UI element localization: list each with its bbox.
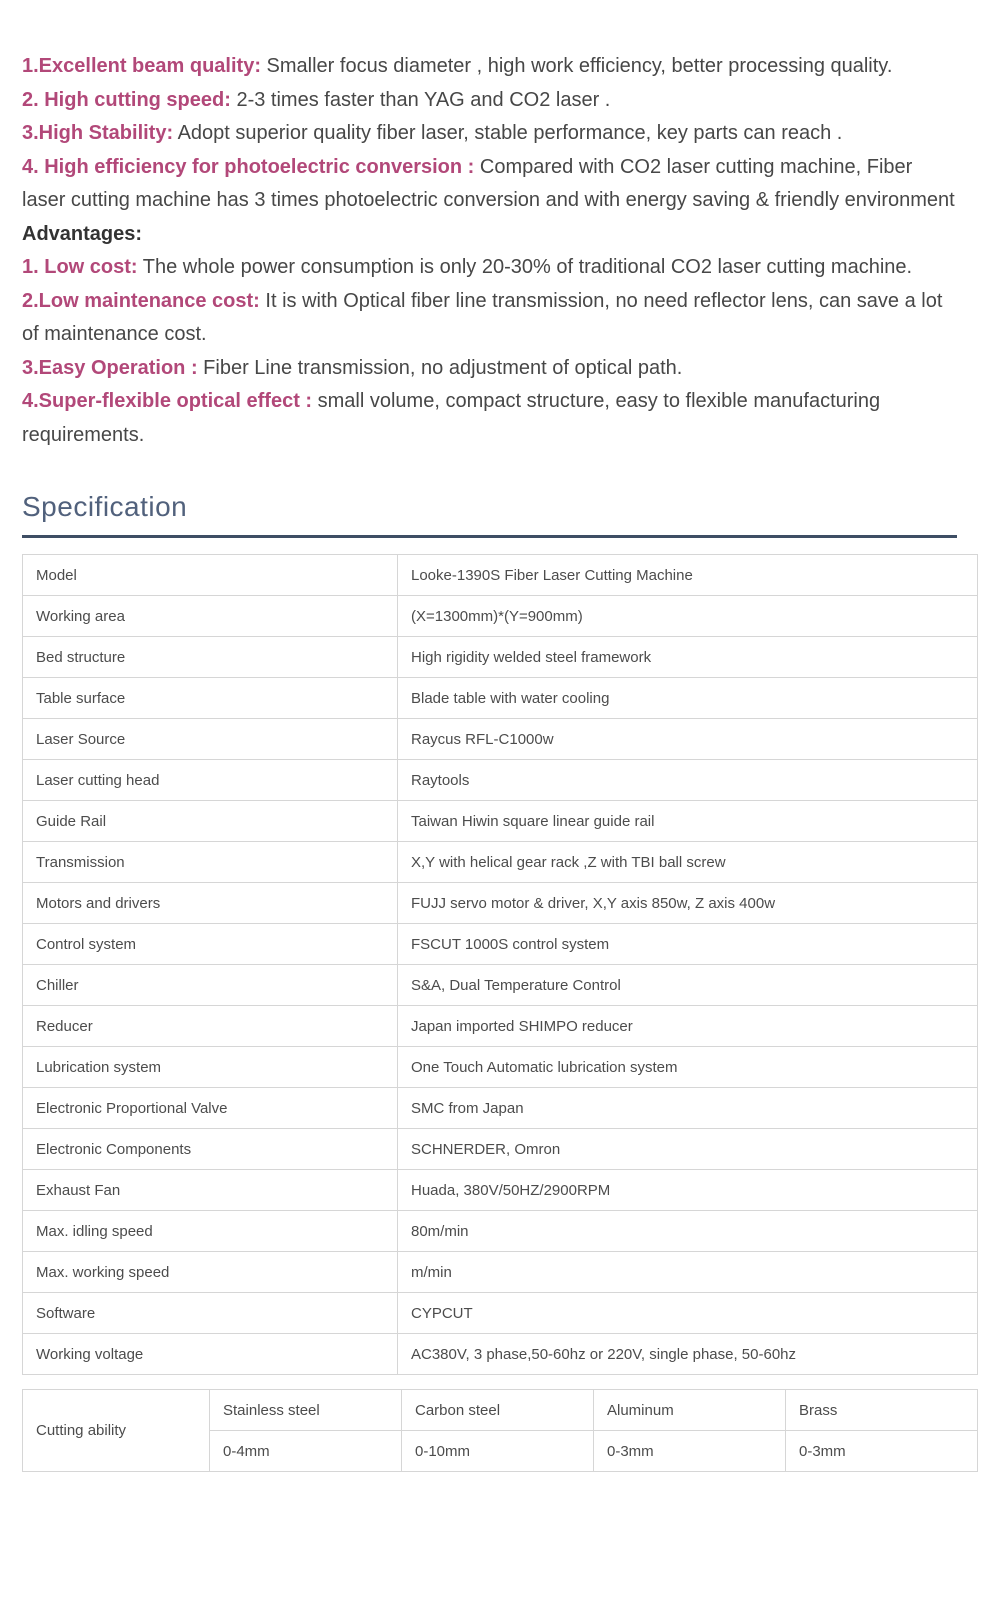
spec-row-label: Working voltage bbox=[23, 1334, 398, 1375]
table-row bbox=[23, 801, 978, 842]
advantage-label: 1. Low cost: bbox=[22, 256, 138, 278]
material-value: 0-4mm bbox=[210, 1431, 402, 1472]
table-row bbox=[23, 1334, 978, 1375]
advantage-label: 2.Low maintenance cost: bbox=[22, 289, 260, 312]
spec-row-value: S&A, Dual Temperature Control bbox=[398, 965, 978, 1006]
feature-item bbox=[22, 84, 957, 118]
table-row bbox=[23, 1293, 978, 1334]
section-divider bbox=[22, 535, 957, 538]
table-row bbox=[23, 1170, 978, 1211]
advantage-text: Fiber Line transmission, no adjustment of optical path. bbox=[197, 356, 683, 379]
table-row bbox=[23, 883, 978, 924]
advantage-text: The whole power consumption is only 20-30% of traditional CO2 laser cutting machine. bbox=[137, 256, 913, 278]
advantage-item bbox=[22, 251, 957, 285]
material-value: 0-3mm bbox=[786, 1431, 978, 1472]
feature-text: 2-3 times faster than YAG and CO2 laser . bbox=[230, 88, 611, 111]
table-row bbox=[23, 1006, 978, 1047]
spec-row-value: One Touch Automatic lubrication system bbox=[398, 1047, 978, 1088]
feature-label: 3.High Stability: bbox=[22, 122, 174, 144]
advantage-item bbox=[22, 352, 957, 386]
feature-text: Compared with CO2 laser cutting machine, Fiber laser cutting machine has 3 times photoelectric conversion and with energy saving & friendly environment bbox=[22, 155, 955, 211]
spec-row-label: Exhaust Fan bbox=[23, 1170, 398, 1211]
specification-table bbox=[22, 554, 978, 1375]
spec-row-value: Raycus RFL-C1000w bbox=[398, 719, 978, 760]
material-value: 0-10mm bbox=[402, 1431, 594, 1472]
table-row bbox=[23, 842, 978, 883]
advantages-heading: Advantages: bbox=[22, 222, 143, 245]
spec-row-value: Blade table with water cooling bbox=[398, 678, 978, 719]
material-value: 0-3mm bbox=[594, 1431, 786, 1472]
spec-row-label: Electronic Proportional Valve bbox=[23, 1088, 398, 1129]
advantage-text: It is with Optical fiber line transmission, no need reflector lens, can save a lot of maintenance cost. bbox=[22, 289, 943, 345]
spec-row-label: Max. idling speed bbox=[23, 1211, 398, 1252]
spec-row-label: Lubrication system bbox=[23, 1047, 398, 1088]
feature-item bbox=[22, 50, 957, 84]
spec-row-label: Transmission bbox=[23, 842, 398, 883]
material-header: Aluminum bbox=[594, 1390, 786, 1431]
spec-row-label: Max. working speed bbox=[23, 1252, 398, 1293]
spec-row-label: Motors and drivers bbox=[23, 883, 398, 924]
table-row bbox=[23, 760, 978, 801]
spec-row-value: FUJJ servo motor & driver, X,Y axis 850w, Z axis 400w bbox=[398, 883, 978, 924]
spec-row-value: Raytools bbox=[398, 760, 978, 801]
table-row bbox=[23, 1252, 978, 1293]
spec-row-value: High rigidity welded steel framework bbox=[398, 637, 978, 678]
advantage-item bbox=[22, 285, 957, 352]
table-row bbox=[23, 678, 978, 719]
feature-label: 1.Excellent beam quality: bbox=[22, 55, 261, 77]
advantage-label: 3.Easy Operation : bbox=[22, 356, 198, 379]
spec-row-value: FSCUT 1000S control system bbox=[398, 924, 978, 965]
spec-row-value: SCHNERDER, Omron bbox=[398, 1129, 978, 1170]
feature-label: 2. High cutting speed: bbox=[22, 88, 231, 111]
spec-row-label: Reducer bbox=[23, 1006, 398, 1047]
feature-text: Adopt superior quality fiber laser, stable performance, key parts can reach . bbox=[173, 122, 843, 144]
table-row bbox=[23, 719, 978, 760]
advantage-text: small volume, compact structure, easy to flexible manufacturing requirements. bbox=[22, 390, 881, 446]
table-row bbox=[23, 637, 978, 678]
spec-row-label: Bed structure bbox=[23, 637, 398, 678]
table-row bbox=[23, 1211, 978, 1252]
table-row bbox=[23, 555, 978, 596]
feature-item bbox=[22, 151, 957, 218]
specification-heading: Specification bbox=[22, 491, 188, 522]
spec-row-value: m/min bbox=[398, 1252, 978, 1293]
feature-label: 4. High efficiency for photoelectric conversion : bbox=[22, 155, 475, 178]
table-row bbox=[23, 1129, 978, 1170]
table-row bbox=[23, 924, 978, 965]
spec-row-value: Japan imported SHIMPO reducer bbox=[398, 1006, 978, 1047]
material-header: Carbon steel bbox=[402, 1390, 594, 1431]
cutting-ability-table bbox=[22, 1389, 978, 1472]
spec-row-label: Model bbox=[23, 555, 398, 596]
table-row bbox=[23, 1088, 978, 1129]
table-row bbox=[23, 596, 978, 637]
spec-row-label: Laser cutting head bbox=[23, 760, 398, 801]
material-header: Stainless steel bbox=[210, 1390, 402, 1431]
spec-row-value: Looke-1390S Fiber Laser Cutting Machine bbox=[398, 555, 978, 596]
material-header: Brass bbox=[786, 1390, 978, 1431]
spec-row-label: Table surface bbox=[23, 678, 398, 719]
table-row bbox=[23, 1047, 978, 1088]
spec-row-value: X,Y with helical gear rack ,Z with TBI ball screw bbox=[398, 842, 978, 883]
spec-row-value: SMC from Japan bbox=[398, 1088, 978, 1129]
spec-row-value: Taiwan Hiwin square linear guide rail bbox=[398, 801, 978, 842]
spec-row-value: CYPCUT bbox=[398, 1293, 978, 1334]
advantage-item bbox=[22, 385, 957, 452]
spec-row-value: AC380V, 3 phase,50-60hz or 220V, single phase, 50-60hz bbox=[398, 1334, 978, 1375]
cutting-ability-label: Cutting ability bbox=[23, 1390, 210, 1472]
spec-row-value: (X=1300mm)*(Y=900mm) bbox=[398, 596, 978, 637]
table-row bbox=[23, 1390, 978, 1431]
spec-row-label: Laser Source bbox=[23, 719, 398, 760]
spec-row-label: Control system bbox=[23, 924, 398, 965]
feature-item bbox=[22, 117, 957, 151]
spec-row-value: Huada, 380V/50HZ/2900RPM bbox=[398, 1170, 978, 1211]
spec-row-label: Working area bbox=[23, 596, 398, 637]
advantage-label: 4.Super-flexible optical effect : bbox=[22, 390, 313, 412]
feature-text: Smaller focus diameter , high work efficiency, better processing quality. bbox=[260, 55, 893, 77]
spec-row-label: Software bbox=[23, 1293, 398, 1334]
spec-row-value: 80m/min bbox=[398, 1211, 978, 1252]
spec-row-label: Guide Rail bbox=[23, 801, 398, 842]
spec-row-label: Chiller bbox=[23, 965, 398, 1006]
table-row bbox=[23, 965, 978, 1006]
spec-row-label: Electronic Components bbox=[23, 1129, 398, 1170]
